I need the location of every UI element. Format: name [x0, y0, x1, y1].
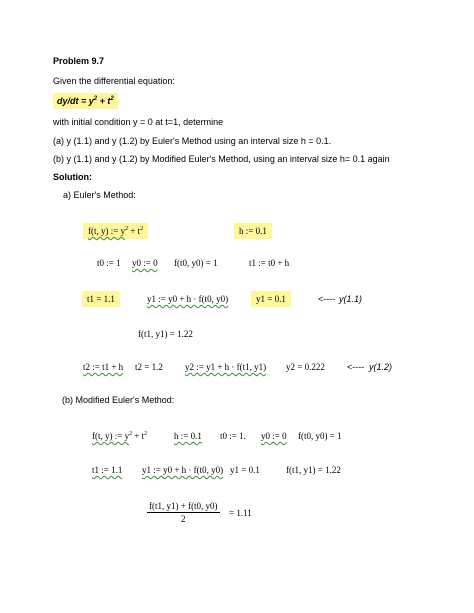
equation-exponent-1: 2: [93, 96, 98, 102]
modified-y1-value: y1 = 0.1: [230, 465, 260, 475]
equation-lhs: dy/dt = y: [57, 96, 94, 106]
euler-t1-definition: t1 := t0 + h: [249, 258, 290, 268]
euler-t1-value: t1 = 1.1: [82, 291, 120, 307]
euler-arrow-1: <----: [318, 294, 336, 304]
euler-t2-value: t2 = 1.2: [135, 362, 163, 372]
euler-t0-definition: t0 := 1: [97, 258, 121, 268]
euler-result-label-1: y(1.1): [339, 294, 363, 304]
modified-f-exponent-1: 2: [129, 431, 133, 437]
modified-f-exponent-2: 2: [144, 431, 148, 437]
differential-equation: [53, 93, 118, 109]
euler-heading: a) Euler's Method:: [63, 190, 136, 200]
modified-f-t1-y1: f(t1, y1) = 1.22: [286, 465, 341, 475]
euler-y2-definition: y2 := y1 + h · f(t1, y1): [185, 362, 267, 372]
modified-heading: (b) Modified Euler's Method:: [62, 395, 175, 405]
modified-f-definition: [92, 431, 147, 441]
euler-f-def-b: + t: [128, 226, 141, 236]
part-b-text: (b) y (1.1) and y (1.2) by Modified Euler's Method, using an interval size h= 0.1 again: [53, 154, 390, 164]
euler-f-def-a: f(t, y) := y: [88, 226, 126, 236]
initial-condition-text: with initial condition y = 0 at t=1, determine: [53, 117, 224, 127]
euler-h-definition: h := 0.1: [234, 223, 272, 239]
modified-y1-definition: y1 := y0 + h · f(t0, y0): [142, 465, 224, 475]
modified-average-fraction: [147, 501, 220, 524]
equation-mid: + t: [97, 96, 111, 106]
modified-average-value: = 1.11: [229, 508, 252, 518]
euler-y2-value: y2 = 0.222: [286, 362, 325, 372]
euler-f-t0-y0: f(t0, y0) = 1: [174, 258, 218, 268]
modified-f-def-b: + t: [132, 431, 145, 441]
given-text: Given the differential equation:: [53, 76, 175, 86]
problem-title: Problem 9.7: [53, 56, 105, 66]
euler-f-t1-y1: f(t1, y1) = 1.22: [138, 329, 193, 339]
equation-exponent-2: 2: [110, 96, 114, 102]
part-a-text: (a) y (1.1) and y (1.2) by Euler's Method using an interval size h = 0.1.: [53, 136, 332, 146]
modified-f-def-a: f(t, y) := y: [92, 431, 130, 441]
euler-f-exponent-2: 2: [140, 226, 144, 232]
euler-result-label-2: y(1.2): [369, 362, 393, 372]
fraction-numerator: f(t1, y1) + f(t0, y0): [149, 501, 218, 511]
euler-f-exponent-1: 2: [125, 226, 129, 232]
modified-t1-definition: t1 := 1.1: [92, 465, 123, 475]
modified-y0-definition: y0 := 0: [261, 431, 287, 441]
euler-arrow-2: <----: [347, 362, 365, 372]
euler-f-definition: [83, 223, 148, 239]
euler-y1-definition: y1 := y0 + h · f(t0, y0): [147, 294, 229, 304]
solution-label: Solution:: [53, 172, 92, 182]
modified-f-t0-y0: f(t0, y0) = 1: [298, 431, 342, 441]
fraction-denominator: 2: [181, 514, 186, 524]
euler-y0-definition: y0 := 0: [132, 258, 158, 268]
euler-t2-definition: t2 := t1 + h: [83, 362, 124, 372]
modified-h-definition: h := 0.1: [174, 431, 202, 441]
modified-t0-definition: t0 := 1.: [220, 431, 246, 441]
euler-y1-value: y1 = 0.1: [251, 291, 291, 307]
